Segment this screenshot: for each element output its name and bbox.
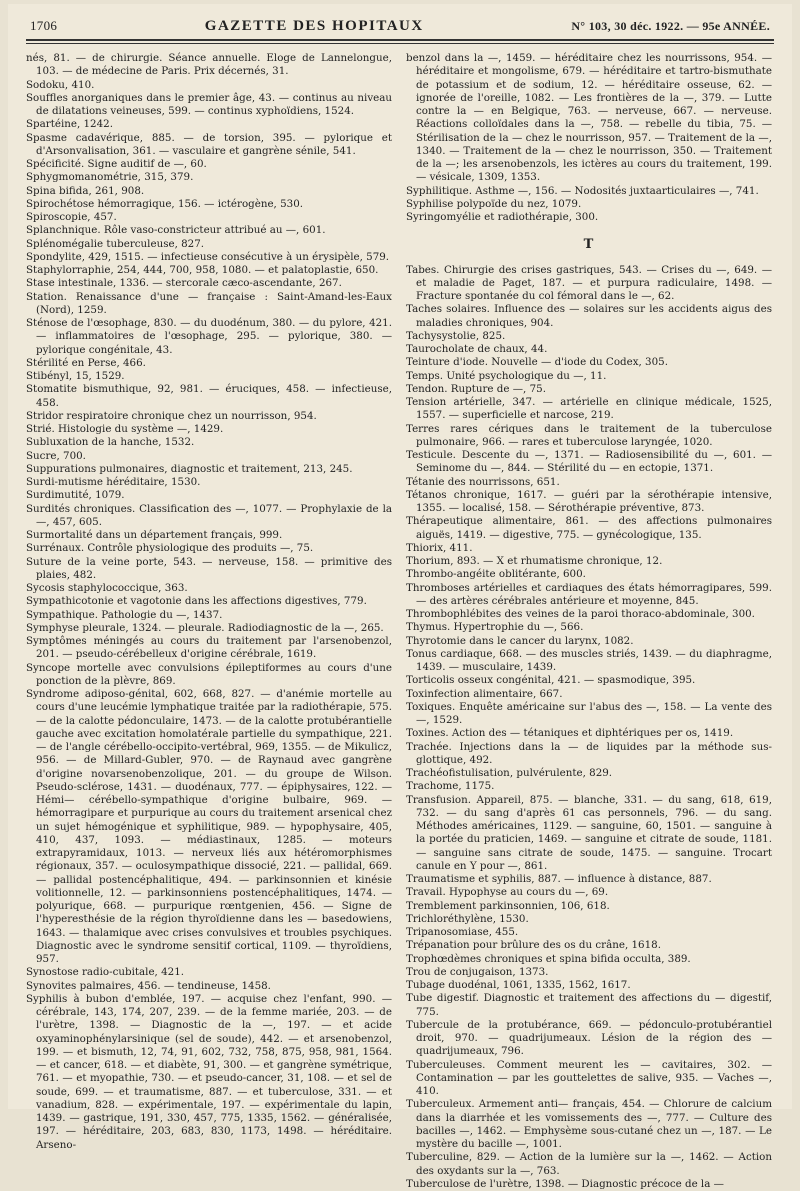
- index-entry: Stase intestinale, 1336. — stercorale cæco-ascendante, 267.: [26, 277, 392, 290]
- index-entry: Tension artérielle, 347. — artérielle en clinique médicale, 1525, 1557. — superficielle et narcose, 219.: [406, 396, 772, 423]
- index-entry: Syndrome adiposo-génital, 602, 668, 827. — d'anémie mortelle au cours d'une leucémie lymphatique traitée par la radiothérapie, 575. — de la calotte pédonculaire, 1473. — de la calotte protubérantielle gauche avec excitation homolatérale partielle du sympathique, 221. — de l'angle cérébello-occipito-vertébral, 969, 1355. — de Mikulicz, 956. — de Millard-Gubler, 970. — de Raynaud avec gangrène d'origine novarsenobenzolique, 201. — du groupe de Wilson. Pseudo-sclérose, 1431. — duodénaux, 777. — épiphysaires, 122. — Hémi— cérébello-sympathique d'origine bulbaire, 969. — hémorragipare et purpurique au cours du traitement arsenical chez un sujet hémogénique et syphilitique, 989. — hypophysaire, 405, 410, 437, 1093. — médiastinaux, 1285. — moteurs extrapyramidaux, 1013. — nerveux liés aux hétéromorphismes régionaux, 357. — oculosympathique dissocié, 221. — pallidal, 669. — pallidal postencéphalitique, 494. — parkinsonnien et kinésie volitionnelle, 12. — parkinsonniens postencéphalitiques, 1474. — polyurique, 668. — purpurique rœntgenien, 456. — Signe de l'hyperesthésie de la région thyroïdienne dans les — basedowiens, 1643. — thalamique avec crises convulsives et troubles psychiques. Diagnostic avec le syndrome sensitif cortical, 1109. — thyroïdiens, 957.: [26, 688, 392, 966]
- right-column-top: [406, 52, 772, 224]
- index-entry: Traumatisme et syphilis, 887. — influence à distance, 887.: [406, 873, 772, 886]
- index-entry: Synovites palmaires, 456. — tendineuse, 1458.: [26, 980, 392, 993]
- index-entry: Spécificité. Signe auditif de —, 60.: [26, 158, 392, 171]
- index-entry: Torticolis osseux congénital, 421. — spasmodique, 395.: [406, 674, 772, 687]
- index-entry: Stomatite bismuthique, 92, 981. — éruciques, 458. — infectieuse, 458.: [26, 383, 392, 410]
- index-entry: Spasme cadavérique, 885. — de torsion, 395. — pylorique et d'Arsonvalisation, 361. — vasculaire et gangrène sénile, 541.: [26, 132, 392, 159]
- index-entry: Trou de conjugaison, 1373.: [406, 966, 772, 979]
- index-entry: Tétanos chronique, 1617. — guéri par la sérothérapie intensive, 1355. — localisé, 158. — Sérothérapie préventive, 873.: [406, 489, 772, 516]
- index-entry: Trépanation pour brûlure des os du crâne, 1618.: [406, 939, 772, 952]
- index-entry: Testicule. Descente du —, 1371. — Radiosensibilité du —, 601. — Seminome du —, 844. — Stérilité du — en ectopie, 1371.: [406, 449, 772, 476]
- index-entry: Toxines. Action des — tétaniques et diphtériques per os, 1419.: [406, 727, 772, 740]
- index-entry: Subluxation de la hanche, 1532.: [26, 436, 392, 449]
- index-entry: Syphilis à bubon d'emblée, 197. — acquise chez l'enfant, 990. — cérébrale, 143, 174, 207, 239. — de la femme mariée, 203. — de l'urètre, 1398. — Diagnostic de la —, 197. — et acide oxyaminophénylarsinique (sel de soude), 442. — et arsenobenzol, 199. — et bismuth, 12, 74, 91, 602, 732, 758, 875, 958, 981, 1564. — et cancer, 618. — et diabète, 91, 300. — et gangrène symétrique, 761. — et myopathie, 730. — et pseudo-cancer, 31, 108. — et sel de soude, 699. — et traumatisme, 887. — et tuberculose, 331. — et vanadium, 828. — expérimentale, 197. — expérimentale du lapin, 1439. — gastrique, 191, 330, 457, 775, 1335, 1562. — généralisée, 197. — héréditaire, 203, 683, 830, 1173, 1498. — héréditaire. Arseno-: [26, 993, 392, 1152]
- index-entry: Sympathique. Pathologie du —, 1437.: [26, 609, 392, 622]
- index-entry: Tripanosomiase, 455.: [406, 926, 772, 939]
- index-entry: Stibényl, 15, 1529.: [26, 370, 392, 383]
- index-entry: Sphygmomanométrie, 315, 379.: [26, 171, 392, 184]
- index-entry: Surdités chroniques. Classification des —, 1077. — Prophylaxie de la —, 457, 605.: [26, 503, 392, 530]
- index-entry: Trachome, 1175.: [406, 780, 772, 793]
- index-entry: Tonus cardiaque, 668. — des muscles striés, 1439. — du diaphragme, 1439. — musculaire, 1439.: [406, 648, 772, 675]
- index-entry: Spiroscopie, 457.: [26, 211, 392, 224]
- index-entry: Thromboses artérielles et cardiaques des états hémorragipares, 599. — des artères cérébrales antérieure et moyenne, 845.: [406, 582, 772, 609]
- index-entry: Sténose de l'œsophage, 830. — du duodénum, 380. — du pylore, 421. — inflammatoires de l'œsophage, 295. — pylorique, 380. — pylorique congénitale, 43.: [26, 317, 392, 357]
- left-column: [26, 52, 392, 1191]
- header-rule: [26, 43, 774, 44]
- index-entry: Thrombo-angéite oblitérante, 600.: [406, 568, 772, 581]
- index-entry: Sucre, 700.: [26, 450, 392, 463]
- index-entry: Travail. Hypophyse au cours du —, 69.: [406, 886, 772, 899]
- index-entry: Thérapeutique alimentaire, 861. — des affections pulmonaires aiguës, 1419. — digestive, 775. — gynécologique, 135.: [406, 515, 772, 542]
- index-entry: Teinture d'iode. Nouvelle — d'iode du Codex, 305.: [406, 356, 772, 369]
- running-header: [26, 18, 774, 41]
- index-entry: Syphilitique. Asthme —, 156. — Nodosités juxtaarticulaires —, 741.: [406, 185, 772, 198]
- index-entry: Terres rares cériques dans le traitement de la tuberculose pulmonaire, 966. — rares et tuberculose laryngée, 1020.: [406, 423, 772, 450]
- index-entry: Splénomégalie tuberculeuse, 827.: [26, 238, 392, 251]
- index-entry: Trophœdèmes chroniques et spina bifida occulta, 389.: [406, 953, 772, 966]
- index-entry: Trachéofistulisation, pulvérulente, 829.: [406, 767, 772, 780]
- issue-info: N° 103, 30 déc. 1922. — 95e ANNÉE.: [571, 19, 770, 34]
- index-entry: Taches solaires. Influence des — solaires sur les accidents aigus des maladies chroniques, 904.: [406, 303, 772, 330]
- index-entry: Tuberculose de l'urètre, 1398. — Diagnostic précoce de la —: [406, 1178, 772, 1191]
- right-column-bottom: [406, 264, 772, 1191]
- index-entry: Staphylorraphie, 254, 444, 700, 958, 1080. — et palatoplastie, 650.: [26, 264, 392, 277]
- index-entry: Spondylite, 429, 1515. — infectieuse consécutive à un érysipèle, 579.: [26, 251, 392, 264]
- index-entry: Trichloréthylène, 1530.: [406, 913, 772, 926]
- index-entry: Tubage duodénal, 1061, 1335, 1562, 1617.: [406, 979, 772, 992]
- index-entry: Toxinfection alimentaire, 667.: [406, 688, 772, 701]
- index-entry: Syncope mortelle avec convulsions épileptiformes au cours d'une ponction de la plèvre, 869.: [26, 662, 392, 689]
- letter-heading: T: [406, 238, 772, 251]
- index-entry: Souffles anorganiques dans le premier âge, 43. — continus au niveau de dilatations veineuses, 599. — continus xyphoïdiens, 1524.: [26, 92, 392, 119]
- index-entry: Sodoku, 410.: [26, 79, 392, 92]
- index-entry: Tabes. Chirurgie des crises gastriques, 543. — Crises du —, 649. — et maladie de Paget, 187. — et purpura radiculaire, 1498. — Fracture spontanée du col fémoral dans le —, 62.: [406, 264, 772, 304]
- index-entry: Tétanie des nourrissons, 651.: [406, 476, 772, 489]
- index-entry: Syphilise polypoïde du nez, 1079.: [406, 198, 772, 211]
- index-entry: Surdimutité, 1079.: [26, 489, 392, 502]
- index-entry: Strié. Histologie du système —, 1429.: [26, 423, 392, 436]
- index-entry: Surrénaux. Contrôle physiologique des produits —, 75.: [26, 542, 392, 555]
- index-entry: Thyrotomie dans le cancer du larynx, 1082.: [406, 635, 772, 648]
- index-entry: Transfusion. Appareil, 875. — blanche, 331. — du sang, 618, 619, 732. — du sang d'après 61 cas personnels, 796. — du sang. Méthodes américaines, 1129. — sanguine, 60, 1501. — sanguine à la portée du praticien, 1469. — sanguine et citrate de soude, 1181. — sanguine sans citrate de soude, 1475. — sanguine. Trocart canule en Y pour —, 861.: [406, 794, 772, 874]
- index-entry: Suppurations pulmonaires, diagnostic et traitement, 213, 245.: [26, 463, 392, 476]
- index-entry: Surmortalité dans un département français, 999.: [26, 529, 392, 542]
- index-entry: Tuberculeuses. Comment meurent les — cavitaires, 302. — Contamination — par les gouttelettes de salive, 935. — Vaches —, 410.: [406, 1059, 772, 1099]
- index-entry: benzol dans la —, 1459. — héréditaire chez les nourrissons, 954. — héréditaire et mongolisme, 679. — héréditaire et tartro-bismuthate de potassium et de sodium, 12. — héréditaire osseuse, 62. — ignorée de l'oreille, 1082. — Les frontières de la —, 379. — Lutte contre la — en Belgique, 763. — nerveuse, 667. — nerveuse. Réactions colloïdales dans la —, 758. — rebelle du tibia, 75. — Stérilisation de la — chez le nourrisson, 957. — Traitement de la —, 1340. — Traitement de la — chez le nourrisson, 350. — Traitement de la —; les arsenobenzols, les ictères au cours du traitement, 199. — vésicale, 1309, 1353.: [406, 52, 772, 185]
- index-entry: Symptômes méningés au cours du traitement par l'arsenobenzol, 201. — pseudo-cérébelleux d'origine cérébrale, 1619.: [26, 635, 392, 662]
- index-entry: Synostose radio-cubitale, 421.: [26, 966, 392, 979]
- index-entry: Spina bifida, 261, 908.: [26, 185, 392, 198]
- index-entry: Splanchnique. Rôle vaso-constricteur attribué au —, 601.: [26, 224, 392, 237]
- index-entry: Toxiques. Enquête américaine sur l'abus des —, 158. — La vente des —, 1529.: [406, 701, 772, 728]
- index-entry: Stérilité en Perse, 466.: [26, 357, 392, 370]
- index-entry: Thrombophlébites des veines de la paroi thoraco-abdominale, 300.: [406, 608, 772, 621]
- index-entry: Sycosis staphylococcique, 363.: [26, 582, 392, 595]
- index-entry: Stridor respiratoire chronique chez un nourrisson, 954.: [26, 410, 392, 423]
- right-column: [406, 52, 772, 1191]
- page: [8, 4, 792, 1109]
- index-entry: Sympathicotonie et vagotonie dans les affections digestives, 779.: [26, 595, 392, 608]
- index-entry: Tachysystolie, 825.: [406, 330, 772, 343]
- index-entry: Tremblement parkinsonnien, 106, 618.: [406, 900, 772, 913]
- index-entry: Thymus. Hypertrophie du —, 566.: [406, 621, 772, 634]
- index-entry: nés, 81. — de chirurgie. Séance annuelle. Eloge de Lannelongue, 103. — de médecine de Paris. Prix décernés, 31.: [26, 52, 392, 79]
- index-entry: Spirochétose hémorragique, 156. — ictérogène, 530.: [26, 198, 392, 211]
- index-entry: Station. Renaissance d'une — française : Saint-Amand-les-Eaux (Nord), 1259.: [26, 291, 392, 318]
- index-entry: Suture de la veine porte, 543. — nerveuse, 158. — primitive des plaies, 482.: [26, 556, 392, 583]
- index-entry: Tubercule de la protubérance, 669. — pédonculo-protubérantiel droit, 970. — quadrijumeaux. Lésion de la région des — quadrijumeaux, 796.: [406, 1019, 772, 1059]
- index-entry: Trachée. Injections dans la — de liquides par la méthode sus-glottique, 492.: [406, 741, 772, 768]
- index-entry: Symphyse pleurale, 1324. — pleurale. Radiodiagnostic de la —, 265.: [26, 622, 392, 635]
- index-entry: Spartéine, 1242.: [26, 118, 392, 131]
- index-entry: Tendon. Rupture de —, 75.: [406, 383, 772, 396]
- journal-title: GAZETTE DES HOPITAUX: [205, 18, 424, 35]
- index-entry: Tuberculine, 829. — Action de la lumière sur la —, 1462. — Action des oxydants sur la —, 763.: [406, 1151, 772, 1178]
- index-entry: Tube digestif. Diagnostic et traitement des affections du — digestif, 775.: [406, 992, 772, 1019]
- index-entry: Tuberculeux. Armement anti— français, 454. — Chlorure de calcium dans la diarrhée et les vomissements des —, 777. — Culture des bacilles —, 1462. — Emphysème sous-cutané chez un —, 187. — Le mystère du bacille —, 1001.: [406, 1098, 772, 1151]
- index-entry: Surdi-mutisme héréditaire, 1530.: [26, 476, 392, 489]
- index-entry: Syringomyélie et radiothérapie, 300.: [406, 211, 772, 224]
- index-entry: Thiorix, 411.: [406, 542, 772, 555]
- index-entry: Taurocholate de chaux, 44.: [406, 343, 772, 356]
- page-number: 1706: [30, 18, 57, 34]
- index-entry: Thorium, 893. — X et rhumatisme chronique, 12.: [406, 555, 772, 568]
- index-entry: Temps. Unité psychologique du —, 11.: [406, 370, 772, 383]
- index-columns: [26, 52, 774, 1191]
